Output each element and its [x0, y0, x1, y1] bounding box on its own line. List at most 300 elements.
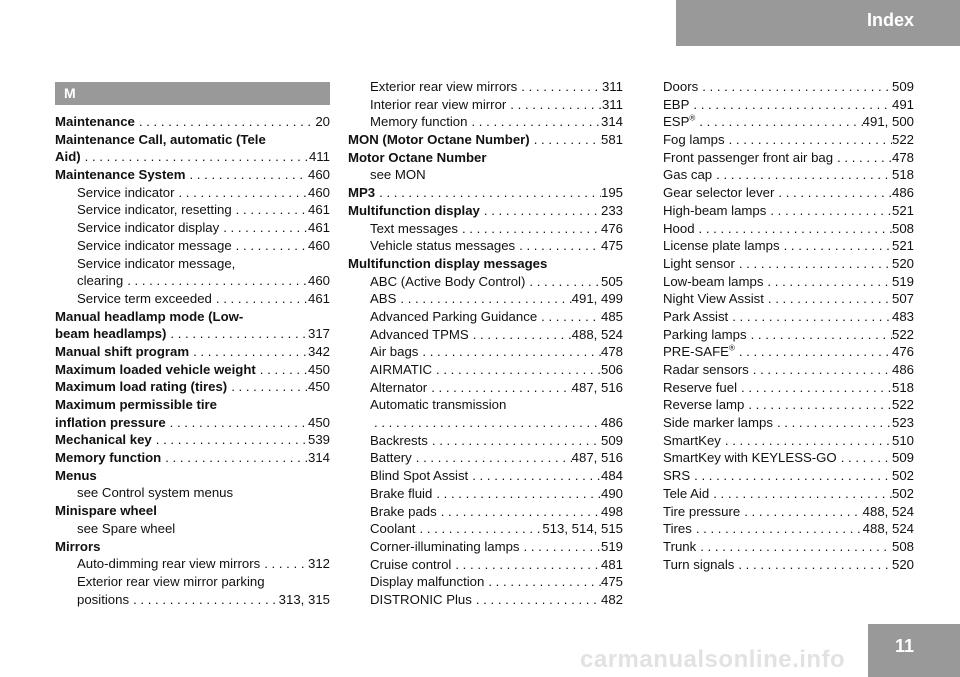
dot-leader — [212, 290, 308, 308]
entry-label: Service term exceeded — [77, 290, 212, 306]
index-entry — [55, 573, 330, 591]
index-entry — [348, 220, 623, 238]
dot-leader — [764, 290, 892, 308]
entry-label: Maintenance System — [55, 167, 186, 183]
entry-label: SmartKey with KEYLESS-GO — [663, 450, 837, 466]
page-reference: 411 — [308, 149, 330, 165]
entry-label: see Control system menus — [77, 485, 234, 501]
index-entry — [348, 556, 623, 574]
page-reference: 522 — [891, 397, 914, 413]
dot-leader — [833, 149, 892, 167]
dot-leader — [517, 78, 602, 96]
dot-leader — [721, 432, 892, 450]
dot-leader — [152, 431, 308, 449]
page-reference: 505 — [600, 273, 623, 289]
entry-label: Auto-dimming rear view mirrors — [77, 556, 261, 572]
section-letter-bar — [55, 82, 330, 105]
entry-label: see Spare wheel — [77, 520, 176, 536]
entry-label: inflation pressure — [55, 414, 166, 430]
index-entry — [663, 290, 914, 308]
page-reference: 522 — [891, 326, 914, 342]
page-reference: 507 — [891, 291, 914, 307]
dot-leader — [690, 467, 892, 485]
watermark: carmanualsonline.info — [580, 646, 846, 673]
entry-label: Maintenance Call, automatic (Tele — [55, 131, 266, 147]
entry-label: see MON — [370, 167, 426, 183]
entry-label: SRS — [663, 468, 691, 484]
dot-leader — [698, 78, 892, 96]
page-reference: 195 — [600, 185, 623, 201]
index-entry — [55, 502, 330, 520]
index-entry — [663, 237, 914, 255]
entry-label: Mechanical key — [55, 432, 152, 448]
entry-label: Corner-illuminating lamps — [370, 538, 520, 554]
index-entry — [663, 538, 914, 556]
index-entry — [55, 396, 330, 414]
page-reference: 317 — [307, 326, 330, 342]
page-reference: 483 — [891, 308, 914, 324]
index-entry — [663, 166, 914, 184]
entry-label: Air bags — [370, 344, 419, 360]
index-entry — [348, 184, 623, 202]
entry-label: Park Assist — [663, 308, 729, 324]
registered-mark: ® — [728, 343, 735, 353]
entry-label: Manual headlamp mode (Low- — [55, 308, 244, 324]
entry-label: Interior rear view mirror — [370, 96, 507, 112]
index-entry — [55, 219, 330, 237]
page-reference: 522 — [891, 132, 914, 148]
section-letter: M — [64, 85, 76, 101]
entry-label: Gas cap — [663, 167, 713, 183]
entry-label: Aid) — [55, 149, 81, 165]
page-reference: 461 — [307, 290, 330, 306]
index-entry — [55, 308, 330, 326]
index-entry — [663, 343, 914, 361]
entry-label: Reserve fuel — [663, 379, 738, 395]
index-column-3 — [663, 78, 914, 573]
page-number: 11 — [894, 636, 914, 656]
index-entry — [348, 166, 623, 184]
dot-leader — [123, 272, 308, 290]
page-reference: 475 — [600, 238, 623, 254]
page-reference: 498 — [600, 503, 623, 519]
page-reference: 450 — [307, 414, 330, 430]
page-reference: 313, 315 — [278, 591, 330, 607]
entry-label: Minispare wheel — [55, 503, 157, 519]
page-reference: 486 — [891, 362, 914, 377]
dot-leader — [469, 326, 572, 344]
page-reference: 519 — [891, 273, 914, 289]
dot-leader — [530, 131, 601, 149]
entry-label: positions — [77, 591, 130, 607]
page-reference: 460 — [307, 167, 330, 183]
entry-label: Memory function — [55, 450, 162, 466]
dot-leader — [458, 220, 601, 238]
dot-leader — [185, 166, 308, 184]
page-reference: 539 — [307, 432, 330, 448]
index-entry — [348, 414, 623, 432]
page-reference: 508 — [891, 220, 914, 236]
index-entry — [663, 503, 914, 521]
index-entry — [55, 361, 330, 379]
dot-leader — [189, 343, 308, 361]
index-entry — [348, 255, 623, 273]
index-entry — [348, 503, 623, 521]
index-entry — [663, 449, 914, 467]
entry-label: clearing — [77, 273, 124, 289]
page-reference: 521 — [891, 238, 914, 254]
entry-label: Brake pads — [370, 503, 437, 519]
dot-leader — [375, 184, 601, 202]
dot-leader — [227, 378, 308, 396]
index-entry — [663, 273, 914, 291]
dot-leader — [412, 449, 572, 467]
page-reference: 311 — [601, 96, 623, 112]
index-entry — [348, 573, 623, 591]
entry-label: Tires — [663, 521, 692, 537]
entry-label: MP3 — [348, 185, 376, 201]
dot-leader — [725, 131, 892, 149]
dot-leader — [744, 396, 892, 414]
entry-label: ESP® — [663, 113, 696, 130]
index-entry — [348, 379, 623, 397]
page-reference: 461 — [307, 220, 330, 236]
index-entry — [348, 449, 623, 467]
page-reference: 502 — [891, 485, 914, 501]
entry-label: Exterior rear view mirror parking — [77, 573, 265, 589]
entry-label: Gear selector lever — [663, 185, 775, 201]
dot-leader — [537, 308, 601, 326]
dot-leader — [129, 591, 279, 609]
page-reference: 311 — [601, 79, 623, 94]
page-reference: 488, 524 — [571, 326, 623, 342]
dot-leader — [728, 308, 892, 326]
dot-leader — [525, 273, 601, 291]
entry-label: Mirrors — [55, 538, 101, 554]
entry-label: Multifunction display — [348, 202, 480, 218]
page-reference: 482 — [600, 591, 623, 607]
page-reference: 519 — [600, 538, 623, 554]
dot-leader — [520, 538, 601, 556]
entry-label: Advanced TPMS — [370, 326, 469, 342]
entry-label: Service indicator display — [77, 220, 220, 236]
index-entry — [348, 520, 623, 538]
dot-leader — [432, 485, 601, 503]
page-reference: 481 — [600, 556, 623, 572]
dot-leader — [484, 573, 601, 591]
dot-leader — [780, 237, 892, 255]
dot-leader — [749, 361, 892, 379]
entry-label: Service indicator message, — [77, 255, 236, 271]
entry-label: SmartKey — [663, 432, 721, 448]
entry-label: High-beam lamps — [663, 202, 767, 218]
page-reference: 520 — [891, 556, 914, 572]
index-entry — [663, 379, 914, 397]
entry-label: PRE-SAFE® — [663, 343, 735, 360]
entry-label: Automatic transmission — [370, 397, 507, 413]
index-entry — [348, 290, 623, 308]
page-reference: 513, 514, 515 — [542, 521, 623, 537]
entry-label: Side marker lamps — [663, 415, 773, 431]
entry-label: License plate lamps — [663, 238, 780, 254]
entry-label: Trunk — [663, 538, 697, 554]
page-reference: 476 — [891, 344, 914, 360]
page-reference: 460 — [307, 184, 330, 200]
entry-label: ABS — [370, 291, 397, 307]
dot-leader — [695, 113, 862, 131]
entry-label: Alternator — [370, 379, 428, 395]
entry-label: Battery — [370, 450, 412, 466]
index-entry — [348, 237, 623, 255]
entry-label: Service indicator, resetting — [77, 202, 232, 218]
entry-label: Backrests — [370, 432, 428, 448]
entry-label: Cruise control — [370, 556, 452, 572]
index-entry — [55, 414, 330, 432]
dot-leader — [370, 414, 601, 432]
entry-label: Service indicator message — [77, 237, 232, 253]
dot-leader — [766, 202, 892, 220]
page-reference: 508 — [891, 538, 914, 554]
dot-leader — [480, 202, 601, 220]
entry-label: Advanced Parking Guidance — [370, 308, 538, 324]
dot-leader — [515, 237, 601, 255]
dot-leader — [174, 184, 308, 202]
index-entry — [663, 326, 914, 344]
page-reference: 485 — [600, 308, 623, 324]
entry-label: Doors — [663, 79, 699, 94]
dot-leader — [166, 414, 308, 432]
dot-leader — [734, 556, 892, 574]
index-entry — [663, 485, 914, 503]
dot-leader — [161, 449, 308, 467]
dot-leader — [763, 273, 892, 291]
entry-label: Service indicator — [77, 184, 175, 200]
dot-leader — [737, 379, 892, 397]
index-entry — [348, 485, 623, 503]
page-reference: 581 — [600, 132, 623, 148]
entry-label: DISTRONIC Plus — [370, 591, 472, 607]
index-entry — [55, 184, 330, 202]
index-entry — [55, 591, 330, 609]
index-entry — [55, 131, 330, 149]
index-entry — [663, 96, 914, 114]
entry-label: Parking lamps — [663, 326, 747, 342]
entry-label: Vehicle status messages — [370, 238, 516, 254]
page-reference: 460 — [307, 237, 330, 253]
index-entry — [348, 326, 623, 344]
dot-leader — [696, 538, 892, 556]
index-entry — [55, 325, 330, 343]
index-entry — [663, 361, 914, 379]
dot-leader — [735, 255, 892, 273]
index-entry — [348, 467, 623, 485]
page-reference: 312 — [307, 556, 330, 572]
page-reference: 509 — [600, 432, 623, 448]
entry-label: Reverse lamp — [663, 397, 745, 413]
dot-leader — [689, 96, 892, 114]
dot-leader — [415, 520, 542, 538]
dot-leader — [837, 449, 892, 467]
entry-label: Maintenance — [55, 114, 135, 129]
page-reference: 491, 499 — [571, 291, 623, 307]
index-entry — [55, 467, 330, 485]
index-entry — [348, 202, 623, 220]
entry-label: Maximum load rating (tires) — [55, 379, 228, 395]
index-entry — [55, 201, 330, 219]
index-entry — [55, 378, 330, 396]
index-entry — [663, 308, 914, 326]
index-entry — [55, 431, 330, 449]
index-entry — [663, 78, 914, 96]
entry-label: Menus — [55, 467, 97, 483]
entry-label: Text messages — [370, 220, 458, 236]
index-entry — [55, 555, 330, 573]
index-column-2 — [348, 78, 623, 609]
entry-label: Radar sensors — [663, 362, 749, 377]
entry-label: Blind Spot Assist — [370, 468, 469, 484]
index-entry — [663, 396, 914, 414]
dot-leader — [432, 361, 601, 379]
entry-label: Motor Octane Number — [348, 149, 487, 165]
entry-label: Night View Assist — [663, 291, 764, 307]
page-reference: 484 — [600, 468, 623, 484]
page-reference: 490 — [600, 485, 623, 501]
page-reference: 518 — [891, 167, 914, 183]
page-reference: 518 — [891, 379, 914, 395]
entry-label: AIRMATIC — [370, 362, 433, 377]
dot-leader — [740, 503, 862, 521]
index-entry — [348, 78, 623, 96]
index-entry — [663, 202, 914, 220]
dot-leader — [451, 556, 601, 574]
dot-leader — [166, 325, 308, 343]
registered-mark: ® — [689, 113, 696, 123]
page-reference: 450 — [307, 361, 330, 377]
page-reference: 520 — [891, 255, 914, 271]
index-entry — [663, 414, 914, 432]
page-reference: 450 — [307, 379, 330, 395]
index-entry — [348, 96, 623, 114]
index-entry — [55, 538, 330, 556]
page-reference: 521 — [891, 202, 914, 218]
header-bar — [676, 0, 960, 46]
page-reference: 502 — [891, 468, 914, 484]
entry-label: Exterior rear view mirrors — [370, 79, 518, 94]
page-reference: 478 — [891, 149, 914, 165]
page-reference: 491 — [891, 96, 914, 112]
dot-leader — [468, 467, 601, 485]
page-reference: 509 — [891, 79, 914, 94]
page-reference: 506 — [600, 362, 623, 377]
index-entry — [663, 220, 914, 238]
dot-leader — [773, 414, 892, 432]
index-entry — [663, 149, 914, 167]
index-entry — [55, 520, 330, 538]
entry-label: Light sensor — [663, 255, 735, 271]
page-reference: 478 — [600, 344, 623, 360]
page-reference: 486 — [600, 415, 623, 431]
dot-leader — [709, 485, 892, 503]
entry-label: Low-beam lamps — [663, 273, 764, 289]
entry-label: Turn signals — [663, 556, 735, 572]
index-entry — [348, 273, 623, 291]
entry-label: Multifunction display messages — [348, 255, 548, 271]
page-reference: 491, 500 — [862, 114, 914, 130]
dot-leader — [427, 379, 571, 397]
entry-label: MON (Motor Octane Number) — [348, 132, 530, 148]
page-reference: 233 — [600, 202, 623, 218]
entry-label: Maximum loaded vehicle weight — [55, 361, 256, 377]
page-reference: 314 — [307, 450, 330, 466]
index-entry — [55, 484, 330, 502]
index-entry — [663, 184, 914, 202]
page-reference: 488, 524 — [862, 503, 914, 519]
dot-leader — [467, 113, 601, 131]
index-entry — [348, 396, 623, 414]
page-reference: 475 — [600, 574, 623, 590]
index-entry — [348, 113, 623, 131]
page-reference: 488, 524 — [862, 521, 914, 537]
index-entry — [348, 343, 623, 361]
index-entry — [55, 449, 330, 467]
page-reference: 487, 516 — [571, 379, 623, 395]
index-entry — [55, 166, 330, 184]
index-entry — [55, 272, 330, 290]
dot-leader — [219, 219, 308, 237]
entry-label: Manual shift program — [55, 343, 190, 359]
index-entry — [663, 467, 914, 485]
entry-label: EBP — [663, 96, 690, 112]
entry-label: beam headlamps) — [55, 326, 167, 342]
entry-label: Front passenger front air bag — [663, 149, 834, 165]
entry-label: Brake fluid — [370, 485, 433, 501]
index-entry — [663, 255, 914, 273]
dot-leader — [418, 343, 601, 361]
index-entry — [663, 131, 914, 149]
dot-leader — [695, 220, 892, 238]
entry-label: Maximum permissible tire — [55, 397, 217, 412]
dot-leader — [260, 555, 308, 573]
index-entry — [55, 148, 330, 166]
index-entry — [348, 591, 623, 609]
index-column-1 — [55, 113, 330, 608]
page-reference: 314 — [600, 114, 623, 130]
dot-leader — [774, 184, 892, 202]
index-entry — [55, 113, 330, 131]
index-entry — [348, 361, 623, 379]
page-title: Index — [866, 10, 914, 30]
entry-label: Coolant — [370, 521, 416, 537]
dot-leader — [437, 503, 601, 521]
page-reference: 461 — [307, 202, 330, 218]
dot-leader — [735, 343, 892, 361]
page-reference: 523 — [891, 415, 914, 431]
page-reference: 20 — [315, 114, 330, 129]
dot-leader — [256, 361, 308, 379]
index-entry — [55, 343, 330, 361]
dot-leader — [232, 201, 308, 219]
index-entry — [348, 149, 623, 167]
index-entry — [348, 432, 623, 450]
page-reference: 487, 516 — [571, 450, 623, 466]
page-reference: 460 — [307, 273, 330, 289]
index-entry — [348, 308, 623, 326]
dot-leader — [135, 113, 315, 131]
dot-leader — [232, 237, 308, 255]
page-reference: 510 — [891, 432, 914, 448]
entry-label: ABC (Active Body Control) — [370, 273, 526, 289]
entry-label: Display malfunction — [370, 574, 485, 590]
